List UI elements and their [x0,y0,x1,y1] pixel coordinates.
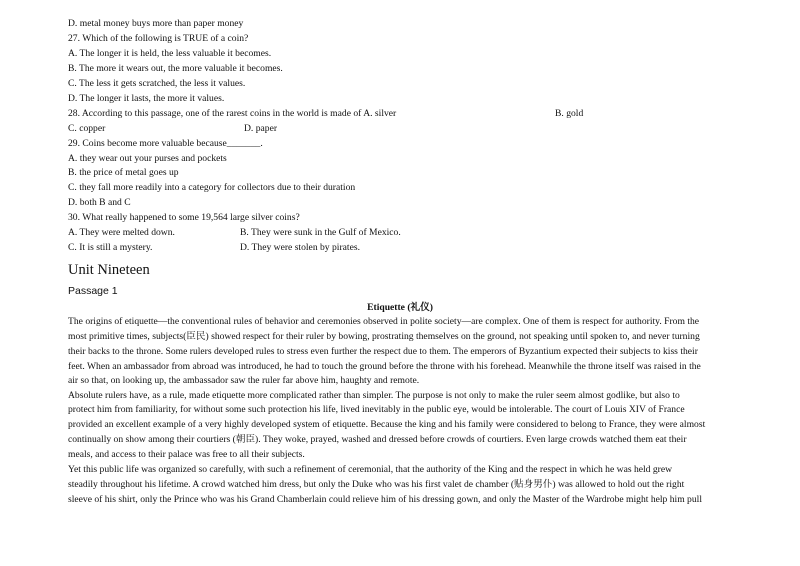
body-line: air so that, on looking up, the ambassador saw the ruler far above him, haughty and remote. [68,375,420,386]
question-30-option-b: B. They were sunk in the Gulf of Mexico. [240,227,401,238]
body-line: provided an excellent example of a very highly developed system of etiquette. Because the king and his family were considered to belong to France, they were almost [68,419,706,430]
body-line: meals, and access to their palace was free to all their subjects. [68,449,305,460]
question-29-option-a: A. they wear out your purses and pockets [68,153,227,164]
question-27-option-b: B. The more it wears out, the more valuable it becomes. [68,63,283,74]
question-29-option-c: C. they fall more readily into a category for collectors due to their duration [68,182,356,193]
question-28-stem: 28. According to this passage, one of the rarest coins in the world is made of A. silver [68,108,397,119]
question-29-option-d: D. both B and C [68,197,131,208]
body-line: sleeve of his shirt, only the Prince who was his Grand Chamberlain could relieve him of his dressing gown, and only the Master of the Wardrobe might help him pull [68,494,702,505]
question-30-option-a: A. They were melted down. [68,227,175,238]
body-line: feet. When an ambassador from abroad was introduced, he had to touch the ground before the throne with his forehead. Meanwhile the throne itself was raised in the [68,361,701,372]
question-30-option-d: D. They were stolen by pirates. [240,242,360,253]
body-line: protect him from familiarity, for without some such protection his life, lived inevitably in the public eye, would be intolerable. The court of Louis XIV of France [68,404,685,415]
unit-heading: Unit Nineteen [68,262,150,278]
question-29-option-b: B. the price of metal goes up [68,167,179,178]
question-27-stem: 27. Which of the following is TRUE of a coin? [68,33,249,44]
body-line: steadily throughout his lifetime. A crowd watched him dress, but only the Duke who was his first valet de chamber (贴身男仆) was allowed to hold out the right [68,479,685,490]
question-26-option-d: D. metal money buys more than paper money [68,18,244,29]
body-line: The origins of etiquette—the conventional rules of behavior and ceremonies observed in polite society—are complex. One of them is respect for authority. From the [68,316,700,327]
body-line: Absolute rulers have, as a rule, made etiquette more complicated rather than simpler. The purpose is not only to make the ruler seem almost godlike, but also to [68,390,680,401]
passage-heading: Passage 1 [68,285,118,297]
question-28-option-c: C. copper [68,123,106,134]
question-27-option-c: C. The less it gets scratched, the less it values. [68,78,246,89]
question-28-option-b: B. gold [555,108,584,119]
question-29-stem: 29. Coins become more valuable because_______. [68,138,263,149]
question-30-stem: 30. What really happened to some 19,564 large silver coins? [68,212,300,223]
question-27-option-a: A. The longer it is held, the less valuable it becomes. [68,48,272,59]
question-28-option-d: D. paper [244,123,278,134]
article-title: Etiquette (礼仪) [367,302,433,313]
question-27-option-d: D. The longer it lasts, the more it values. [68,93,225,104]
body-line: their backs to the throne. Some rulers developed rules to stress even further the respect due to them. The emperors of Byzantium expected their subjects to kiss their [68,346,698,357]
body-line: continually on show among their courtiers (朝臣). They woke, prayed, washed and dressed before crowds of courtiers. Even large crowds watched them eat their [68,434,687,445]
question-30-option-c: C. It is still a mystery. [68,242,153,253]
body-line: Yet this public life was organized so carefully, with such a refinement of ceremonial, that the authority of the King and the respect in which he was held grew [68,464,673,475]
body-line: most primitive times, subjects(臣民) showed respect for their ruler by bowing, prostrating themselves on the ground, not speaking until spoken to, and never turning [68,331,700,342]
